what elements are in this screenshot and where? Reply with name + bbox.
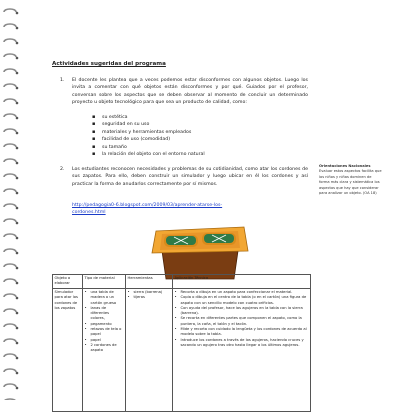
- spiral-ring: [4, 324, 16, 327]
- spiral-hole: [16, 297, 19, 300]
- spiral-ring: [4, 114, 16, 117]
- spiral-hole: [16, 237, 19, 240]
- spiral-ring: [4, 24, 16, 27]
- spiral-hole: [16, 342, 19, 345]
- spiral-ring: [4, 354, 16, 357]
- spiral-hole: [16, 327, 19, 330]
- technique-cell: [173, 289, 311, 412]
- criteria-item: ▪ materiales y herramientas empleados: [92, 129, 205, 136]
- spiral-ring: [4, 9, 16, 12]
- spiral-ring: [4, 249, 16, 252]
- activity-item-2: [60, 166, 308, 188]
- activity-table: [52, 274, 311, 412]
- spiral-ring: [4, 174, 16, 177]
- criteria-item: ▪ su estética: [92, 114, 205, 121]
- activity-text: El docente les plantea que a veces podemos estar disconformes con algunos objetos. Luego los invita a comentar con qué objetos están disconformes y por qué. Guiados por el profesor, conversan sobre los aspectos que se deben observar al momento de concluir un determinado proyecto u objeto tecnológico para que sea un producto de calidad, como:: [72, 78, 308, 106]
- tool-item: • sierra (barrena): [128, 290, 171, 295]
- side-note-text: Evaluar estos aspectos facilita que los niños y niñas dominen de forma más clara y sistemática los aspectos que hay que considerar para analizar un objeto. (OA 18): [319, 169, 382, 196]
- materials-cell: [83, 289, 126, 412]
- table-header-row: [53, 275, 311, 289]
- spiral-ring: [4, 189, 16, 192]
- spiral-ring: [4, 309, 16, 312]
- spiral-ring: [4, 204, 16, 207]
- activity-item-1: [60, 77, 308, 107]
- spiral-ring: [4, 369, 16, 372]
- table-header: Objeto a elaborar: [53, 275, 83, 289]
- side-note: [319, 164, 383, 196]
- spiral-hole: [16, 12, 19, 15]
- spiral-ring: [4, 99, 16, 102]
- spiral-hole: [16, 102, 19, 105]
- technique-item: • Introduce los cordones a través de los agujeros, haciendo cruces y sacando un agujero tras otro hasta llegar a los últimos agujeros.: [175, 338, 309, 349]
- table-header: Herramientas: [126, 275, 173, 289]
- spiral-ring: [4, 264, 16, 267]
- spiral-hole: [16, 117, 19, 120]
- spiral-hole: [16, 72, 19, 75]
- spiral-hole: [16, 162, 19, 165]
- spiral-hole: [16, 372, 19, 375]
- spiral-hole: [16, 177, 19, 180]
- activity-number: 2.: [60, 167, 65, 172]
- spiral-hole: [16, 357, 19, 360]
- material-item: • retazos de tela o papel: [85, 327, 124, 338]
- spiral-hole: [16, 87, 19, 90]
- spiral-ring: [4, 39, 16, 42]
- spiral-hole: [16, 267, 19, 270]
- criteria-item: ▪ la relación del objeto con el entorno natural: [92, 151, 205, 158]
- spiral-ring: [4, 129, 16, 132]
- tool-item: • tijeras: [128, 295, 171, 300]
- blog-link[interactable]: http://pedagogia0-6.blogspot.com/2009/03/aprender-atarse-los-cordones.html: [72, 203, 223, 216]
- spiral-ring: [4, 84, 16, 87]
- quality-criteria-list: [92, 114, 205, 158]
- spiral-hole: [16, 252, 19, 255]
- spiral-ring: [4, 234, 16, 237]
- criteria-item: ▪ facilidad de uso (comodidad): [92, 136, 205, 143]
- spiral-ring: [4, 54, 16, 57]
- activity-text: Los estudiantes reconocen necesidades y problemas de su cotidianidad, como atar los cordones de sus zapatos. Para ello, deben construir un simulador y luego ubicar en él los cordones y así practicar la forma de anudarlos correctamente por sí mismos.: [72, 167, 308, 187]
- material-item: • lanas de diferentes colores,: [85, 306, 124, 322]
- spiral-ring: [4, 219, 16, 222]
- spiral-hole: [16, 42, 19, 45]
- spiral-ring: [4, 279, 16, 282]
- activity-number: 1.: [60, 78, 65, 83]
- technique-item: • Con ayuda del profesor, hace los agujeros en la tabla con la sierra (barrena).: [175, 306, 309, 317]
- spiral-ring: [4, 159, 16, 162]
- activities-heading: Actividades sugeridas del programa: [52, 61, 166, 67]
- material-item: • 2 cordones de zapato: [85, 343, 124, 354]
- criteria-item: ▪ su tamaño: [92, 144, 205, 151]
- material-item: • pegamento: [85, 322, 124, 327]
- table-header: Aplicación Técnica: [173, 275, 311, 289]
- spiral-hole: [16, 282, 19, 285]
- spiral-ring: [4, 339, 16, 342]
- object-cell: Simulador para atar los cordones de los zapatos: [53, 289, 83, 412]
- spiral-hole: [16, 27, 19, 30]
- spiral-ring: [4, 144, 16, 147]
- table-header: Tipo de material: [83, 275, 126, 289]
- spiral-hole: [16, 192, 19, 195]
- shoe-right: [202, 233, 236, 245]
- tools-cell: [126, 289, 173, 412]
- technique-item: • Se recorta en diferentes partes que componen el zapato, como la puntera, la caña, el talón y el tacón.: [175, 316, 309, 327]
- material-item: • una tabla de madera o un cartón grueso: [85, 290, 124, 306]
- spiral-ring: [4, 384, 16, 387]
- criteria-item: ▪ seguridad en su uso: [92, 121, 205, 128]
- spiral-hole: [16, 222, 19, 225]
- technique-item: • Mide y recorta con cuidado la lengüeta y los cordones de acuerdo al modelo sobre la tabla.: [175, 327, 309, 338]
- technique-item: • Recorta o dibuja en un zapato para confeccionar el material.: [175, 290, 309, 295]
- spiral-hole: [16, 312, 19, 315]
- spiral-ring: [4, 69, 16, 72]
- spiral-ring: [4, 294, 16, 297]
- table-row: [53, 289, 311, 412]
- side-note-title: Orientaciones Nacionales: [319, 164, 371, 168]
- spiral-hole: [16, 387, 19, 390]
- spiral-hole: [16, 132, 19, 135]
- shoe-left: [164, 235, 198, 247]
- technique-item: • Copia o dibuja en el centro de la tabla (o en el cartón) una figura de zapato con un sencillo modelo con cuatro orificios.: [175, 295, 309, 306]
- spiral-hole: [16, 147, 19, 150]
- spiral-binding: [0, 0, 22, 400]
- material-item: • papel: [85, 338, 124, 343]
- spiral-hole: [16, 207, 19, 210]
- spiral-hole: [16, 57, 19, 60]
